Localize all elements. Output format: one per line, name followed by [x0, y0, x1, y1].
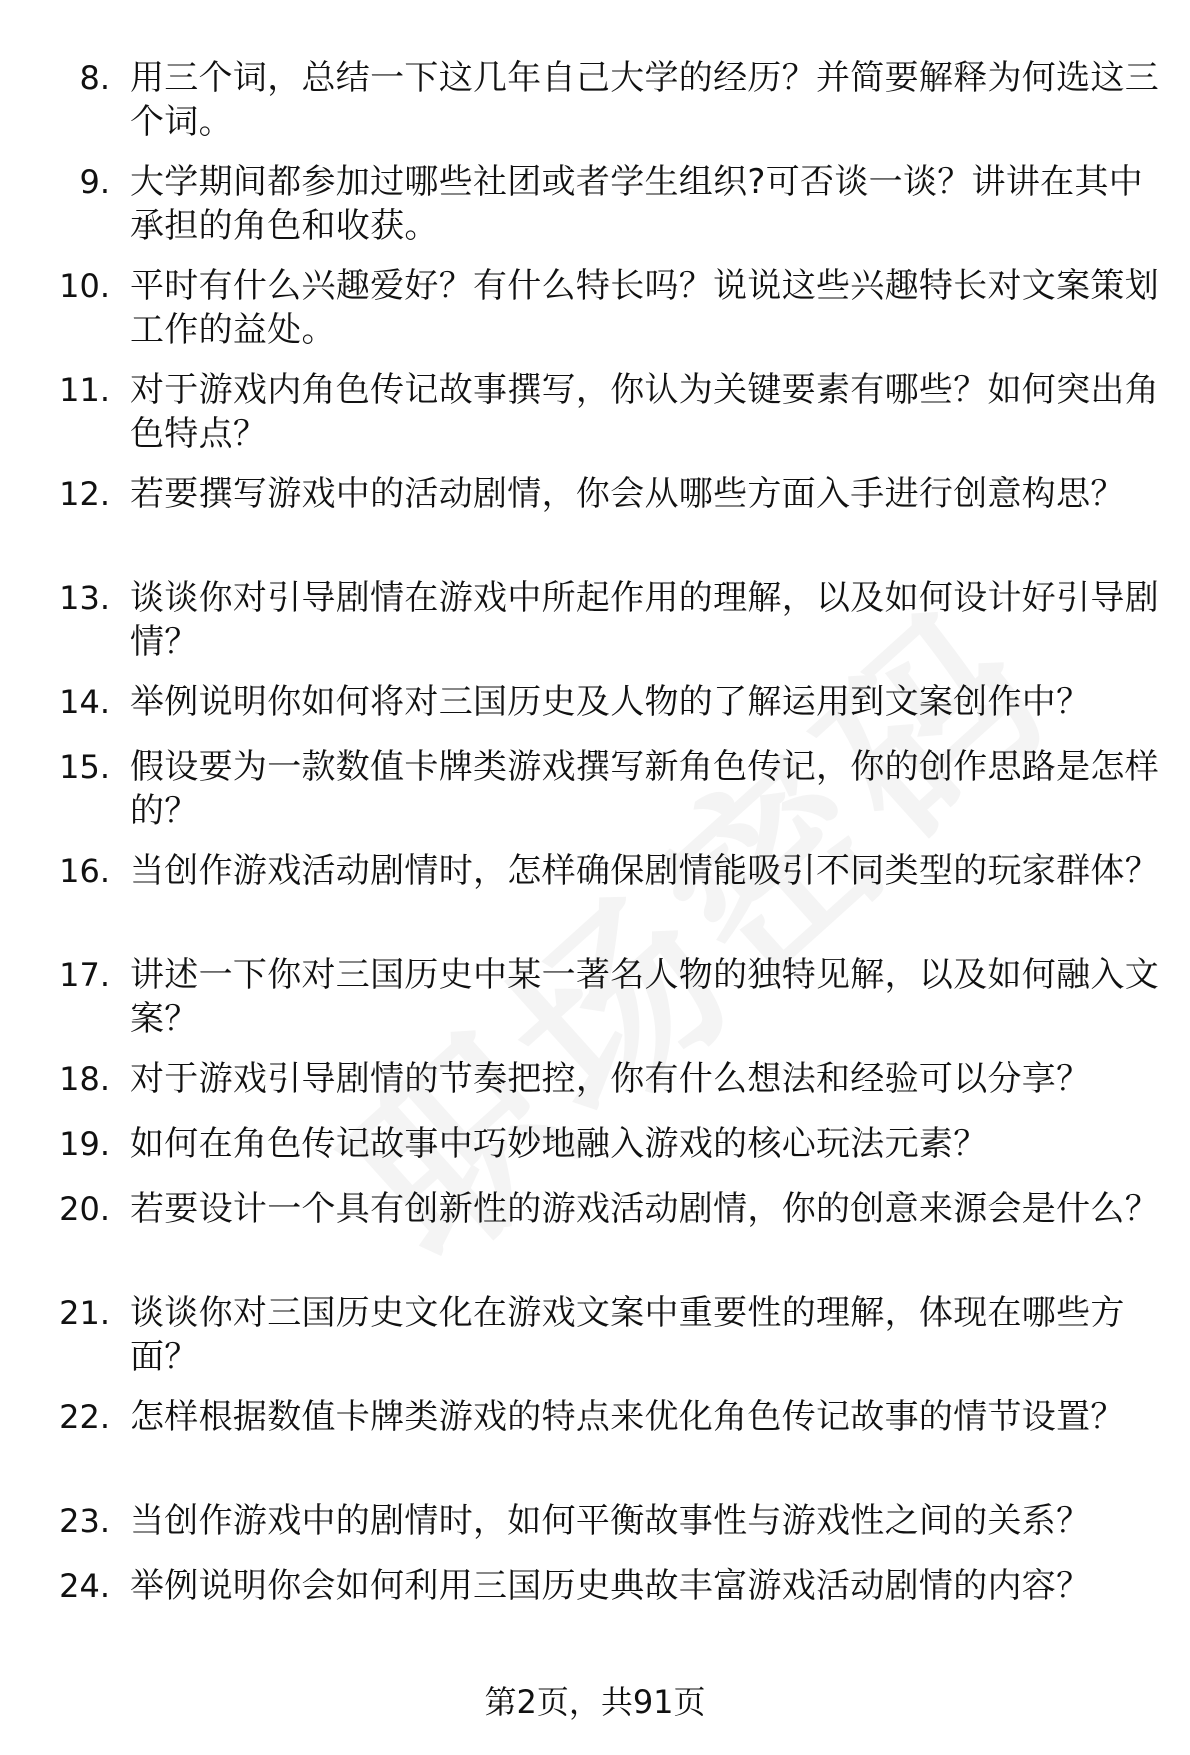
question-number: 20.: [59, 1190, 110, 1228]
question-number: 23.: [59, 1502, 110, 1540]
question-item-14: [0, 680, 1190, 730]
question-item-16: [0, 849, 1190, 945]
question-text: 举例说明你会如何利用三国历史典故丰富游戏活动剧情的内容？: [130, 1566, 1091, 1606]
question-text: 平时有什么兴趣爱好？有什么特长吗？说说这些兴趣特长对文案策划工作的益处。: [130, 266, 1159, 350]
question-item-19: [0, 1122, 1190, 1172]
question-number: 14.: [59, 683, 110, 721]
question-number: 18.: [59, 1060, 110, 1098]
question-number: 17.: [59, 956, 110, 994]
question-text: 大学期间都参加过哪些社团或者学生组织?可否谈一谈？讲讲在其中承担的角色和收获。: [130, 162, 1144, 246]
question-text: 当创作游戏活动剧情时，怎样确保剧情能吸引不同类型的玩家群体？: [130, 851, 1159, 891]
question-number: 21.: [59, 1294, 110, 1332]
question-number: 9.: [79, 163, 110, 201]
question-text: 谈谈你对引导剧情在游戏中所起作用的理解，以及如何设计好引导剧情？: [130, 578, 1159, 662]
question-item-18: [0, 1057, 1190, 1107]
question-list: [0, 56, 1190, 1629]
question-number: 15.: [59, 748, 110, 786]
question-text: 用三个词，总结一下这几年自己大学的经历？并简要解释为何选这三个词。: [130, 58, 1159, 142]
question-item-8: [0, 56, 1190, 152]
question-item-12: [0, 472, 1190, 568]
question-text: 怎样根据数值卡牌类游戏的特点来优化角色传记故事的情节设置？: [130, 1397, 1125, 1437]
question-item-21: [0, 1291, 1190, 1387]
question-item-20: [0, 1187, 1190, 1283]
question-item-17: [0, 953, 1190, 1049]
question-number: 22.: [59, 1398, 110, 1436]
question-number: 13.: [59, 579, 110, 617]
question-item-23: [0, 1499, 1190, 1549]
question-number: 8.: [79, 59, 110, 97]
question-number: 11.: [59, 371, 110, 409]
question-text: 当创作游戏中的剧情时，如何平衡故事性与游戏性之间的关系？: [130, 1501, 1091, 1541]
page-number-footer: 第2页，共91页: [484, 1683, 706, 1721]
question-number: 10.: [59, 267, 110, 305]
question-number: 16.: [59, 852, 110, 890]
question-item-11: [0, 368, 1190, 464]
question-text: 举例说明你如何将对三国历史及人物的了解运用到文案创作中？: [130, 682, 1091, 722]
question-item-10: [0, 264, 1190, 360]
question-item-22: [0, 1395, 1190, 1491]
question-text: 谈谈你对三国历史文化在游戏文案中重要性的理解，体现在哪些方面？: [130, 1293, 1125, 1377]
question-item-13: [0, 576, 1190, 672]
question-text: 对于游戏引导剧情的节奏把控，你有什么想法和经验可以分享？: [130, 1059, 1091, 1099]
question-text: 若要设计一个具有创新性的游戏活动剧情，你的创意来源会是什么？: [130, 1189, 1159, 1229]
question-item-9: [0, 160, 1190, 256]
question-text: 对于游戏内角色传记故事撰写，你认为关键要素有哪些？如何突出角色特点？: [130, 370, 1159, 454]
question-item-24: [0, 1564, 1190, 1614]
question-text: 讲述一下你对三国历史中某一著名人物的独特见解，以及如何融入文案？: [130, 955, 1159, 1039]
question-number: 24.: [59, 1567, 110, 1605]
question-text: 若要撰写游戏中的活动剧情，你会从哪些方面入手进行创意构思？: [130, 474, 1125, 514]
question-number: 12.: [59, 475, 110, 513]
question-text: 假设要为一款数值卡牌类游戏撰写新角色传记，你的创作思路是怎样的？: [130, 747, 1159, 831]
question-text: 如何在角色传记故事中巧妙地融入游戏的核心玩法元素？: [130, 1124, 988, 1164]
question-item-15: [0, 745, 1190, 841]
question-number: 19.: [59, 1125, 110, 1163]
